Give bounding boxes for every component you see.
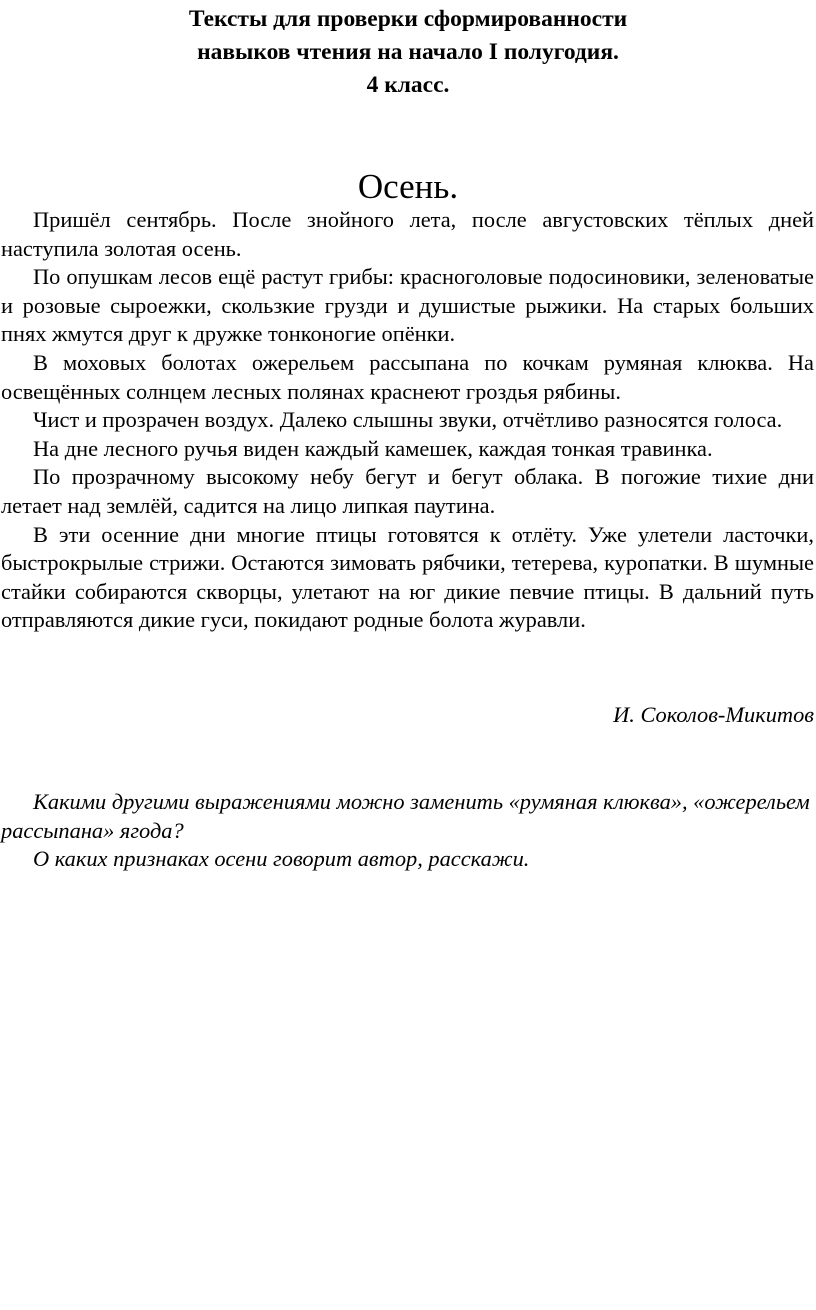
document-header: [0, 3, 816, 102]
questions-section: [1, 788, 814, 874]
question-item: О каких признаках осени говорит автор, расскажи.: [33, 846, 530, 872]
story-paragraph: По прозрачному высокому небу бегут и бегут облака. В погожие тихие дни летает над землёй, садится на лицо липкая паутина.: [1, 464, 814, 518]
header-line-3: 4 класс.: [366, 72, 450, 98]
header-line-2: навыков чтения на начало I полугодия.: [197, 39, 619, 65]
story-title: Осень.: [357, 167, 459, 206]
story-paragraph: На дне лесного ручья виден каждый камешек, каждая тонкая травинка.: [33, 435, 713, 461]
story-body: [1, 206, 814, 635]
story-paragraph: Чист и прозрачен воздух. Далеко слышны звуки, отчётливо разносятся голоса.: [33, 407, 783, 433]
header-line-1: Тексты для проверки сформированности: [188, 6, 628, 32]
question-item: Какими другими выражениями можно заменить «румяная клюква», «ожерельем рассыпана» ягода?: [1, 789, 810, 843]
story-paragraph: В эти осенние дни многие птицы готовятся к отлёту. Уже улетели ласточки, быстрокрылые стрижи. Остаются зимовать рябчики, тетерева, куропатки. В шумные стайки собираются скворцы, улетают на юг дикие певчие птицы. В дальний путь отправляются дикие гуси, покидают родные болота журавли.: [1, 521, 814, 633]
story-paragraph: Пришёл сентябрь. После знойного лета, после августовских тёплых дней наступила золотая осень.: [1, 207, 814, 261]
story-author: И. Соколов-Микитов: [613, 702, 814, 727]
story-paragraph: В моховых болотах ожерельем рассыпана по кочкам румяная клюква. На освещённых солнцем лесных полянах краснеют гроздья рябины.: [1, 349, 814, 404]
story-paragraph: По опушкам лесов ещё растут грибы: красноголовые подосиновики, зеленоватые и розовые сыроежки, скользкие грузди и душистые рыжики. На старых больших пнях жмутся друг к дружке тонконогие опёнки.: [1, 264, 814, 347]
